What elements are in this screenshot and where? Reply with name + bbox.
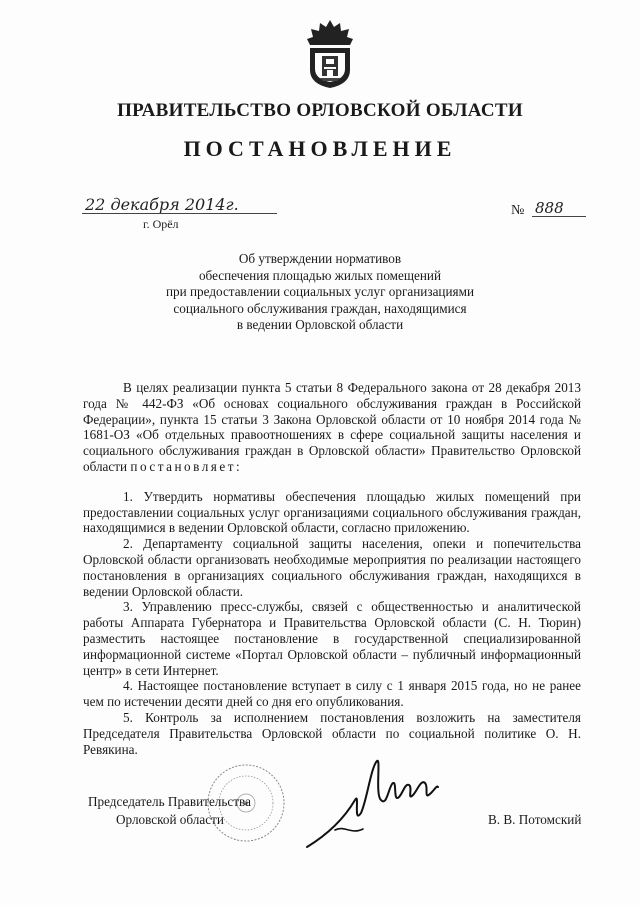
title-line: при предоставлении социальных услуг организациями	[165, 284, 475, 299]
date-underline	[82, 213, 277, 214]
clause-2: 2. Департаменту социальной защиты населения, опеки и попечительства Орловской области организовать необходимые мероприятия по реализации настоящего постановления в организациях социального обслуживания граждан, находящихся в ведении Орловской области.	[83, 536, 581, 599]
clause-3: 3. Управлению пресс-службы, связей с общественностью и аналитической работы Аппарата Губернатора и Правительства Орловской области (С. Н. Тюрин) разместить настоящее постановление в государственной специализированной информационной системе «Портал Орловской области – публичный информационный центр» в сети Интернет.	[83, 599, 581, 678]
clause-4: 4. Настоящее постановление вступает в силу с 1 января 2015 года, но не ранее чем по истечении десяти дней со дня его опубликования.	[83, 678, 581, 710]
decree-word: постановляет:	[130, 458, 243, 474]
title-line: социального обслуживания граждан, находящимися	[173, 300, 467, 316]
handwritten-signature-icon	[305, 755, 440, 855]
coat-of-arms-icon	[300, 18, 360, 90]
signatory-name: В. В. Потомский	[488, 812, 582, 827]
organization-title: ПРАВИТЕЛЬСТВО ОРЛОВСКОЙ ОБЛАСТИ	[117, 100, 523, 121]
number-underline	[532, 216, 586, 217]
title-line: обеспечения площадью жилых помещений	[198, 267, 442, 283]
handwritten-number: 888	[535, 199, 564, 217]
title-line: в ведении Орловской области	[236, 317, 404, 332]
title-line: Об утверждении нормативов	[238, 251, 402, 266]
city-label: г. Орёл	[143, 217, 179, 231]
document-type: ПОСТАНОВЛЕНИЕ	[183, 136, 457, 161]
preamble-text: В целях реализации пункта 5 статьи 8 Федерального закона от 28 декабря 2013 года № 442-ФЗ «Об основах социального обслуживания граждан в Российской Федерации», пункта 15 статьи 3 Закона Орловской области от 10 ноября 2014 года № 1681-ОЗ «Об отдельных правоотношениях в сфере социальной защиты населения и социального обслуживания граждан в Орловской области» Правительство Орловской области	[83, 380, 581, 474]
resolution-title	[0, 251, 640, 334]
clause-1: 1. Утвердить нормативы обеспечения площадью жилых помещений при предоставлении социальных услуг организациями социального обслуживания граждан, находящимися в ведении Орловской области, согласно приложению.	[83, 488, 581, 536]
clause-5: 5. Контроль за исполнением постановления возложить на заместителя Председателя Правительства Орловской области по социальной политике О. Н. Ревякина.	[83, 709, 581, 757]
handwritten-date: 22 декабря 2014г.	[85, 195, 239, 214]
number-label: №	[511, 203, 525, 218]
position-line-2: Орловской области	[116, 812, 224, 827]
signatory-position	[88, 793, 251, 829]
position-line-1: Председатель Правительства	[88, 794, 251, 809]
document-body	[83, 380, 581, 757]
preamble-paragraph	[83, 380, 581, 475]
